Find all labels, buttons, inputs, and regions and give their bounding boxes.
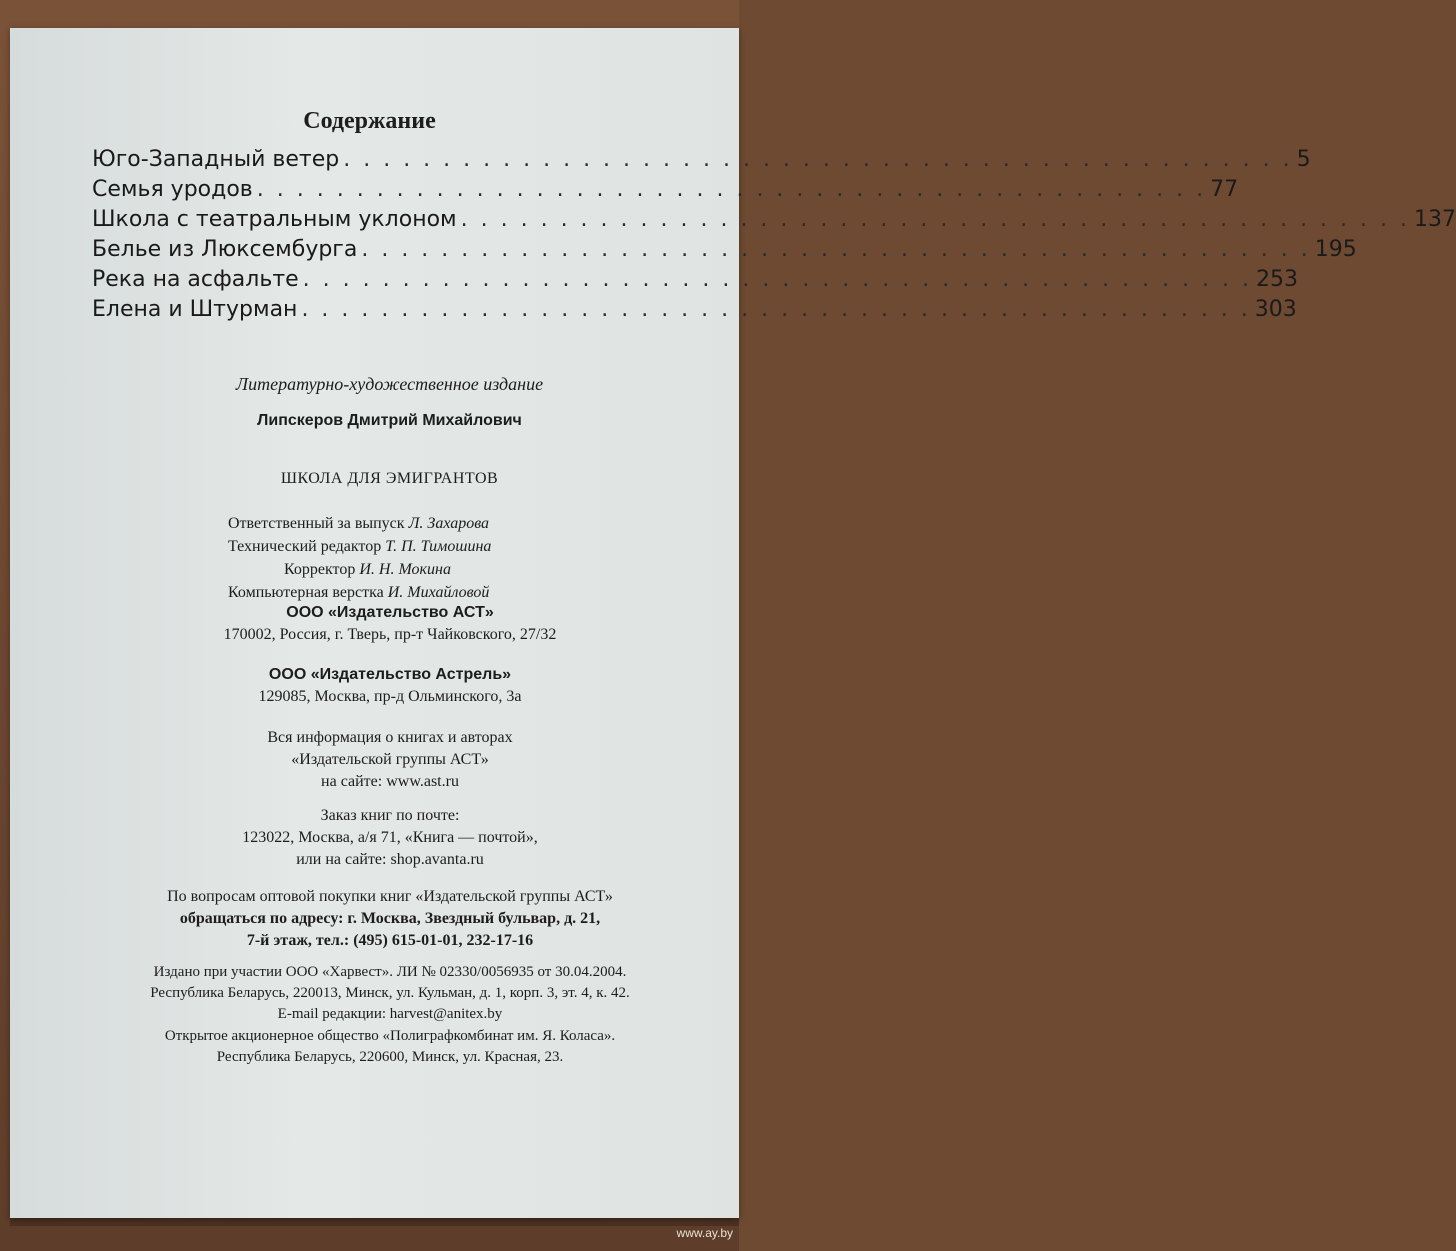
toc-entry [92,237,1357,267]
order-line: или на сайте: shop.avanta.ru [296,851,484,868]
table-of-contents [92,147,1456,327]
printer-line: Республика Беларусь, 220600, Минск, ул. Красная, 23. [216,1049,564,1065]
info-line: на сайте: www.ast.ru [321,773,459,790]
publisher-astrel [180,664,600,708]
publisher-ast [180,602,600,646]
credit-role: Ответственный за выпуск [228,515,405,532]
toc-leader-dots: . . . . . . . . . . . . . . . . . . . . . . . . . . . . . . . . . . . . . . . . . . . . . . . . [361,237,1311,262]
credit-row [228,535,491,558]
credit-role: Технический редактор [228,538,382,555]
info-line: «Издательской группы АСТ» [291,751,489,768]
printer-block [50,1026,730,1068]
wholesale-line: По вопросам оптовой покупки книг «Издательской группы АСТ» [167,888,613,905]
toc-entry [92,207,1456,237]
info-line: Вся информация о книгах и авторах [267,729,513,746]
page-edge-shadow [10,1218,739,1226]
toc-title: Содержание [303,108,436,134]
wholesale-line: 7-й этаж, тел.: (495) 615-01-01, 232-17-16 [246,932,534,949]
credit-name: Л. Захарова [408,515,490,532]
credit-name: Т. П. Тимошина [385,538,492,555]
toc-entry-page: 253 [1256,267,1299,292]
edition-genre: Литературно-художественное издание [235,374,544,394]
credit-row [228,512,491,535]
toc-leader-dots: . . . . . . . . . . . . . . . . . . . . . . . . . . . . . . . . . . . . . . . . . . . . . . . . [256,177,1207,202]
issued-line: Республика Беларусь, 220013, Минск, ул. Кульман, д. 1, корп. 3, эт. 4, к. 42. [150,985,630,1001]
toc-entry-title: Белье из Люксембурга [92,237,358,262]
issued-line: E-mail редакции: harvest@anitex.by [277,1006,503,1022]
toc-leader-dots: . . . . . . . . . . . . . . . . . . . . . . . . . . . . . . . . . . . . . . . . . . . . . . . . [343,147,1293,172]
book-title: ШКОЛА ДЛЯ ЭМИГРАНТОВ [280,470,499,487]
toc-leader-dots: . . . . . . . . . . . . . . . . . . . . . . . . . . . . . . . . . . . . . . . . . . . . . . . . [302,267,1253,292]
info-block [180,727,600,793]
credit-role: Корректор [284,561,356,578]
toc-entry [92,177,1239,207]
toc-entry-title: Школа с театральным уклоном [92,207,457,232]
credit-row [228,558,491,581]
toc-entry-page: 5 [1296,147,1311,172]
toc-entry-title: Елена и Штурман [92,297,298,322]
printer-line: Открытое акционерное общество «Полиграфкомбинат им. Я. Коласа». [164,1028,616,1044]
credit-name: И. Михайловой [387,584,490,601]
toc-entry-page: 137 [1414,207,1456,232]
toc-leader-dots: . . . . . . . . . . . . . . . . . . . . . . . . . . . . . . . . . . . . . . . . . . . . . . . . [460,207,1410,232]
toc-entry [92,147,1311,177]
toc-entry-title: Река на асфальте [92,267,299,292]
author-name: Липскеров Дмитрий Михайлович [257,412,522,429]
wholesale-block [60,886,720,952]
publisher-name: ООО «Издательство Астрель» [268,666,512,683]
publisher-address: 129085, Москва, пр-д Ольминского, 3а [258,688,522,705]
issued-line: Издано при участии ООО «Харвест». ЛИ № 02330/0056935 от 30.04.2004. [153,964,627,980]
issued-block [50,962,730,1025]
toc-entry-page: 195 [1314,237,1357,262]
wholesale-line: обращаться по адресу: г. Москва, Звездный бульвар, д. 21, [179,910,601,927]
order-line: Заказ книг по почте: [320,807,460,824]
order-line: 123022, Москва, а/я 71, «Книга — почтой», [242,829,538,846]
credit-role: Компьютерная верстка [228,584,384,601]
publisher-name: ООО «Издательство АСТ» [286,604,494,621]
toc-leader-dots: . . . . . . . . . . . . . . . . . . . . . . . . . . . . . . . . . . . . . . . . . . . . . . . . [301,297,1251,322]
toc-entry [92,297,1297,327]
credits [228,512,491,604]
watermark: www.ay.by [676,1226,733,1240]
credit-name: И. Н. Мокина [359,561,451,578]
order-block [160,805,620,871]
toc-entry-title: Семья уродов [92,177,253,202]
publisher-address: 170002, Россия, г. Тверь, пр-т Чайковского, 27/32 [223,626,557,643]
toc-entry [92,267,1299,297]
toc-entry-page: 77 [1210,177,1239,202]
toc-entry-title: Юго-Западный ветер [92,147,340,172]
toc-entry-page: 303 [1254,297,1297,322]
credit-row [228,581,491,604]
